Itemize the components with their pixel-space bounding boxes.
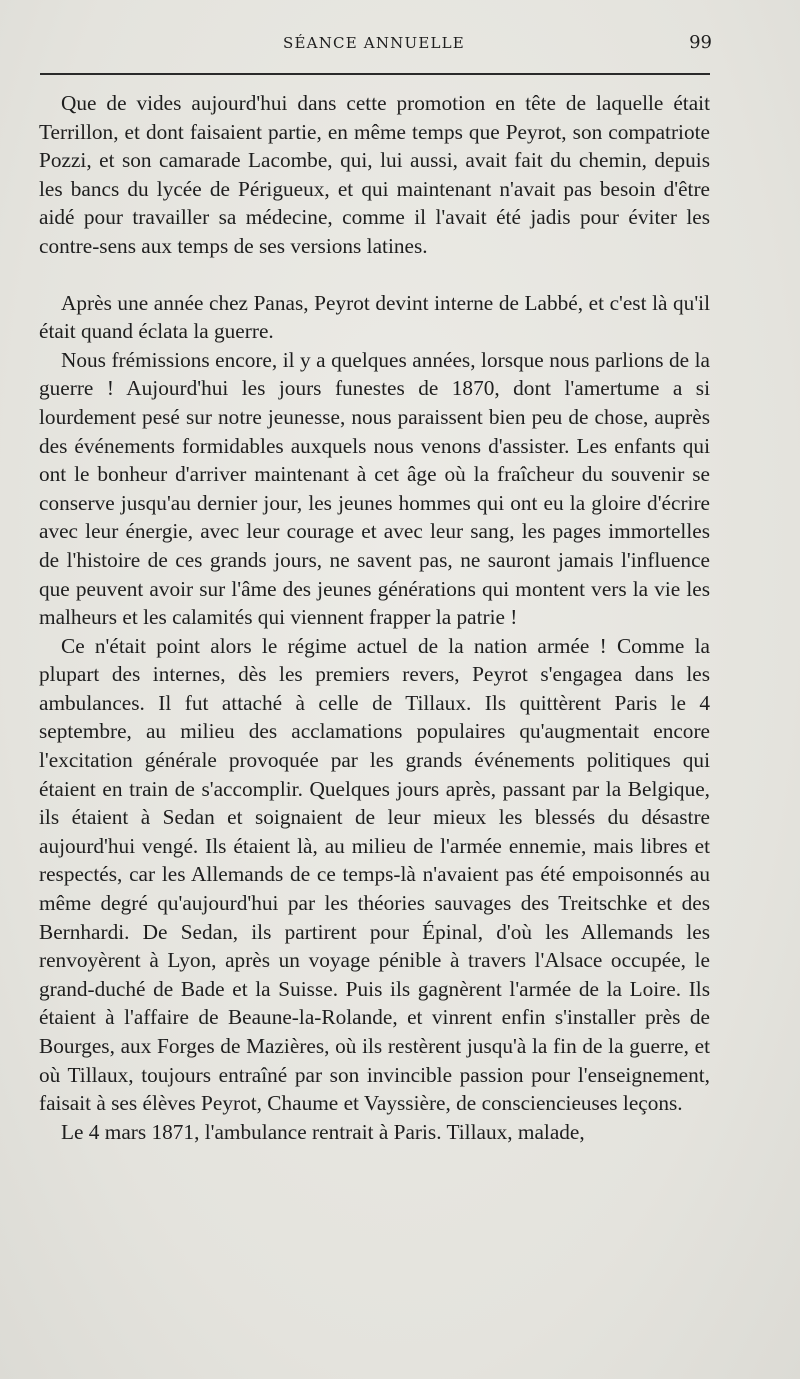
paragraph: Ce n'était point alors le régime actuel de la nation armée ! Comme la plupart des internes, dès les premiers revers, Peyrot s'engagea dans les ambulances. Il fut attaché à celle de Tillaux. Ils quittèrent Paris le 4 septembre, au milieu des acclamations populaires qu'augmentait encore l'excitation générale provoquée par les grands événements politiques qui étaient en train de s'accomplir. Quelques jours après, passant par la Belgique, ils étaient à Sedan et soignaient de leur mieux les blessés du désastre aujourd'hui vengé. Ils étaient là, au milieu de l'armée ennemie, mais libres et respectés, car les Allemands de ce temps-là n'avaient pas été empoisonnés au même degré qu'aujourd'hui par les théories sauvages des Treitschke et des Bernhardi. De Sedan, ils partirent pour Épinal, d'où les Allemands les renvoyèrent à Lyon, après un voyage pénible à travers l'Alsace occupée, le grand-duché de Bade et la Suisse. Puis ils gagnèrent l'armée de la Loire. Ils étaient à l'affaire de Beaune-la-Rolande, et vinrent enfin s'installer près de Bourges, aux Forges de Mazières, où ils restèrent jusqu'à la fin de la guerre, et où Tillaux, toujours entraîné par son invincible passion pour l'enseignement, faisait à ses élèves Peyrot, Chaume et Vayssière, de consciencieuses leçons. — [39, 633, 710, 1116]
paragraph: Le 4 mars 1871, l'ambulance rentrait à Paris. Tillaux, malade, — [61, 1119, 585, 1144]
running-title: SÉANCE ANNUELLE — [283, 34, 465, 52]
running-head — [38, 34, 710, 56]
page-number: 99 — [689, 32, 712, 53]
paragraph: Que de vides aujourd'hui dans cette promotion en tête de laquelle était Terrillon, et dont faisaient partie, en même temps que Peyrot, son compatriote Pozzi, et son camarade Lacombe, qui, lui aussi, avait fait du chemin, depuis les bancs du lycée de Périgueux, et qui maintenant n'avait pas besoin d'être aidé pour travailler sa médecine, comme il l'avait été jadis pour éviter les contre-sens aux temps de ses versions latines. — [39, 91, 710, 258]
header-rule — [40, 73, 710, 75]
paragraph: Nous frémissions encore, il y a quelques années, lorsque nous parlions de la guerre ! Aujourd'hui les jours funestes de 1870, dont l'amertume a si lourdement pesé sur notre jeunesse, nous paraissent bien peu de chose, auprès des événements formidables auxquels nous venons d'assister. Les enfants qui ont le bonheur d'arriver maintenant à cet âge où la fraîcheur du souvenir se conserve jusqu'au dernier jour, les jeunes hommes qui ont eu la gloire d'écrire avec leur énergie, avec leur courage et avec leur sang, les pages immortelles de l'histoire de ces grands jours, ne savent pas, ne sauront jamais l'influence que peuvent avoir sur l'âme des jeunes générations qui montent vers la vie les malheurs et les calamités qui viennent frapper la patrie ! — [39, 347, 710, 630]
body-text — [39, 89, 710, 1146]
paragraph: Après une année chez Panas, Peyrot devint interne de Labbé, et c'est là qu'il était quand éclata la guerre. — [39, 290, 710, 344]
